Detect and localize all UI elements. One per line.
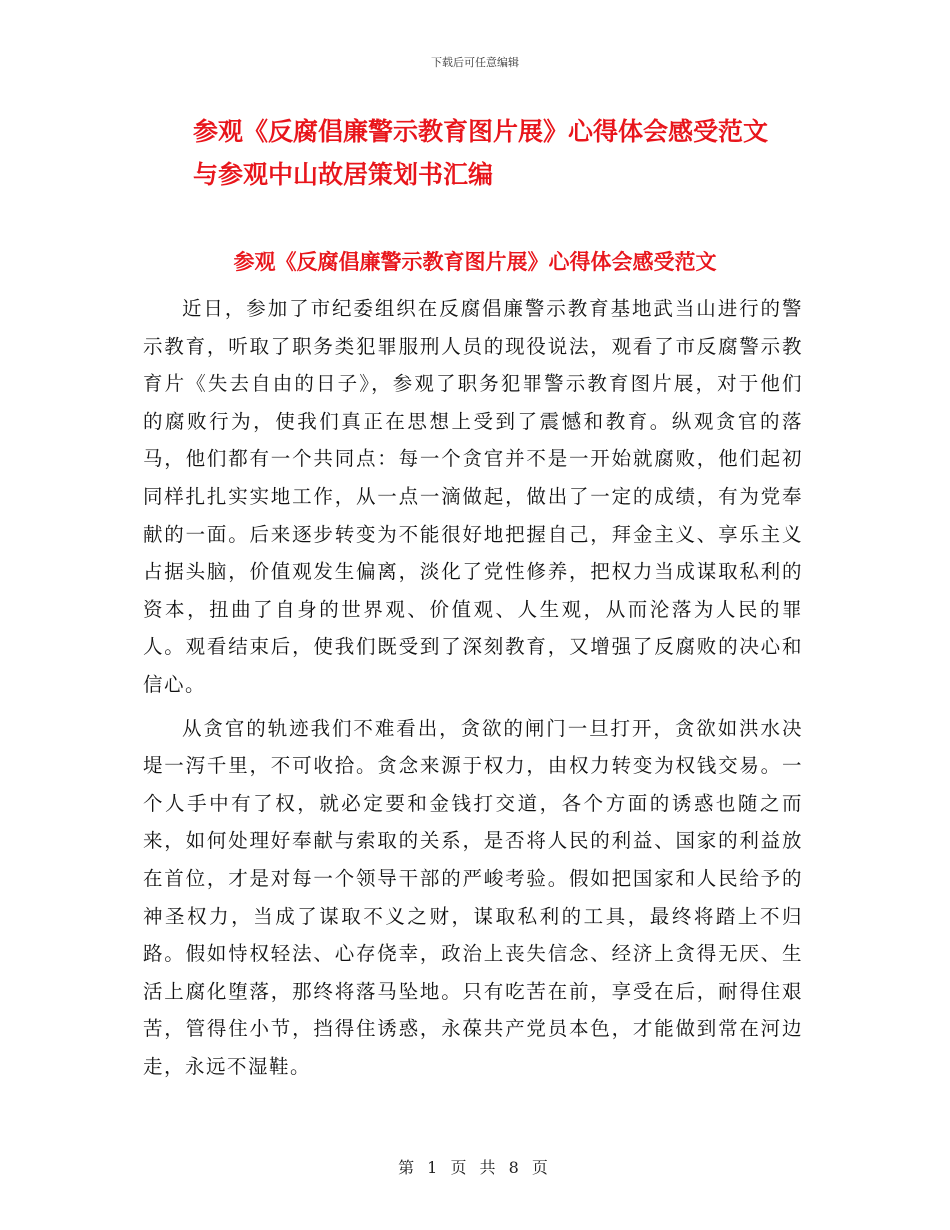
section-title: 参观《反腐倡廉警示教育图片展》心得体会感受范文 — [233, 250, 717, 274]
title-line-1: 参观《反腐倡廉警示教育图片展》心得体会感受范文 — [193, 117, 769, 146]
header-note: 下载后可任意编辑 — [431, 56, 519, 69]
paragraph-2: 从贪官的轨迹我们不难看出，贪欲的闸门一旦打开，贪欲如洪水决堤一泻千里，不可收拾。贪念来源于权力，由权力转变为权钱交易。一个人手中有了权，就必定要和金钱打交道，各个方面的诱惑也随之而来，如何处理好奉献与索取的关系，是否将人民的利益、国家的利益放在首位，才是对每一个领导干部的严峻考验。假如把国家和人民给予的神圣权力，当成了谋取不义之财，谋取私利的工具，最终将踏上不归路。假如恃权轻法、心存侥幸，政治上丧失信念、经济上贪得无厌、生活上腐化堕落，那终将落马坠地。只有吃苦在前，享受在后，耐得住艰苦，管得住小节，挡得住诱惑，永葆共产党员本色，才能做到常在河边走，永远不湿鞋。 — [143, 716, 803, 1078]
page-number: 第 1 页 共 8 页 — [398, 1158, 552, 1177]
body-text — [143, 290, 803, 1091]
paragraph-1: 近日，参加了市纪委组织在反腐倡廉警示教育基地武当山进行的警示教育，听取了职务类犯罪服刑人员的现役说法，观看了市反腐警示教育片《失去自由的日子》，参观了职务犯罪警示教育图片展，对于他们的腐败行为，使我们真正在思想上受到了震憾和教育。纵观贪官的落马，他们都有一个共同点：每一个贪官并不是一开始就腐败，他们起初同样扎扎实实地工作，从一点一滴做起，做出了一定的成绩，有为党奉献的一面。后来逐步转变为不能很好地把握自己，拜金主义、享乐主义占据头脑，价值观发生偏离，淡化了党性修养，把权力当成谋取私利的资本，扭曲了自身的世界观、价值观、人生观，从而沦落为人民的罪人。观看结束后，使我们既受到了深刻教育，又增强了反腐败的决心和信心。 — [143, 297, 803, 696]
title-line-2: 与参观中山故居策划书汇编 — [193, 160, 494, 189]
